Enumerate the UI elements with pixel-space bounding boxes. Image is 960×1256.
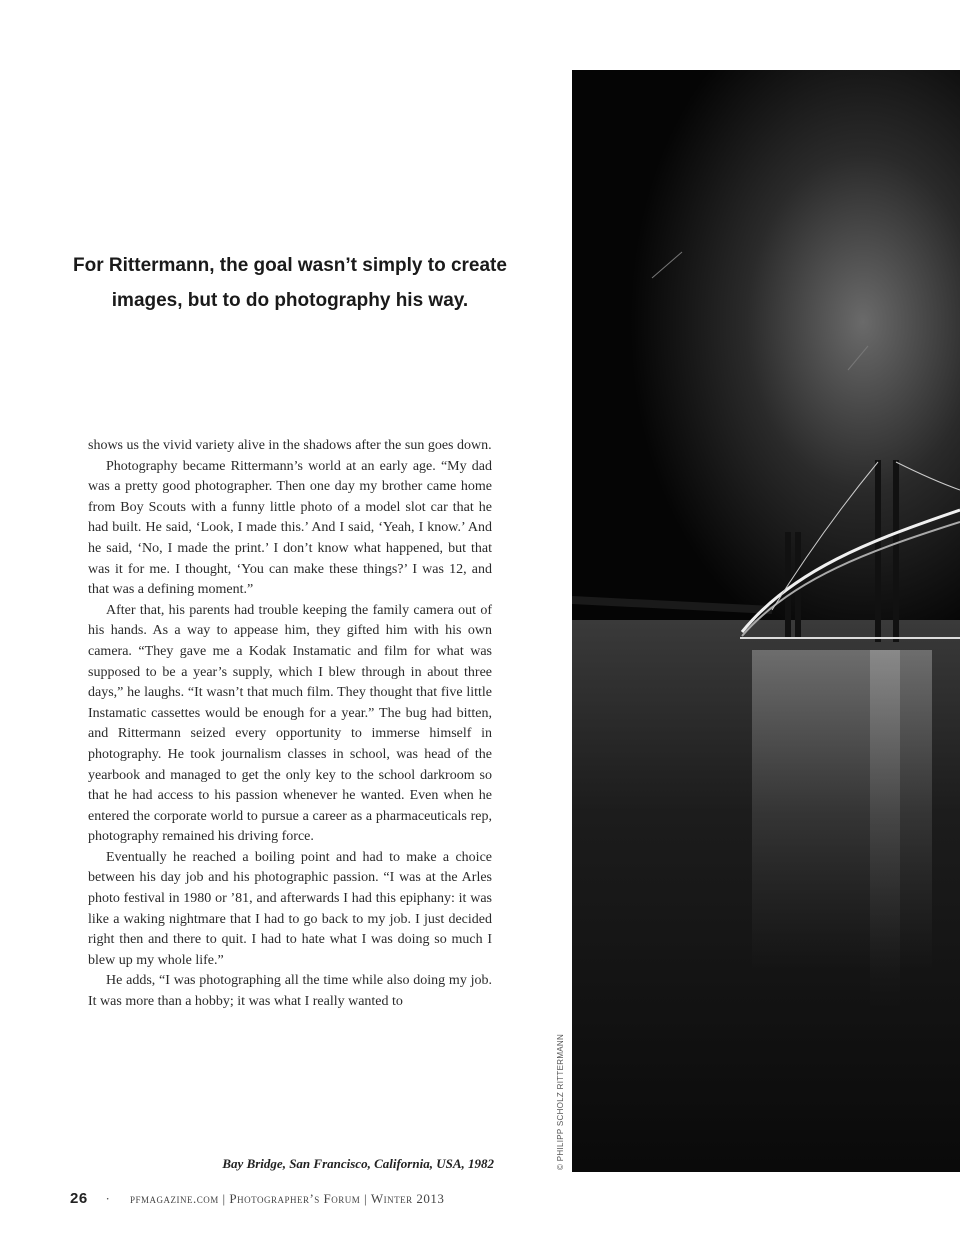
paragraph-5: He adds, “I was photographing all the time while also doing my job. It was more than a hobby; it was what I really wanted to	[88, 973, 492, 1010]
footer-issue: Winter 2013	[370, 1191, 445, 1206]
photo-caption: Bay Bridge, San Francisco, California, USA, 1982	[222, 1156, 494, 1171]
photo-credit: © PHILIPP SCHOLZ RITTERMANN	[556, 1033, 565, 1170]
page-footer	[70, 1190, 444, 1207]
article-body	[88, 436, 492, 1013]
paragraph-3: After that, his parents had trouble keeping the family camera out of his hands. As a way to appease him, they gifted him with his own camera. “They gave me a Kodak Instamatic and film for what was supposed to be a year’s supply, which I blew through in about three days,” he laughs. “It wasn’t that much film. They thought that five little Instamatic cassettes would be enough for a year.” The bug had bitten, and Rittermann seized every opportunity to immerse himself in photography. He took journalism classes in school, was head of the yearbook and managed to get the only key to the school darkroom so that he had access to his passion whenever he wanted. Even when he entered the corporate world to pursue a career as a pharmaceuticals rep, photography remained his driving force.	[88, 602, 492, 845]
paragraph-1: shows us the vivid variety alive in the shadows after the sun goes down.	[88, 438, 492, 453]
page-number: 26	[70, 1190, 88, 1207]
paragraph-2: Photography became Rittermann’s world at an early age. “My dad was a pretty good photographer. Then one day my brother came home from Boy Scouts with a funny little photo of a model slot car that he had built. He said, ‘Look, I made this.’ And I said, ‘Yeah, I know.’ And he said, ‘No, I made the print.’ I don’t know what happened, but that was it for me. I thought, ‘You can make these things?’ I was 12, and that was a defining moment.”	[88, 458, 492, 598]
footer-bar-2: |	[364, 1191, 368, 1206]
footer-separator: ·	[105, 1191, 111, 1206]
pull-quote-line-2: images, but to do photography his way.	[111, 290, 469, 311]
bridge-night-image	[572, 70, 960, 1172]
paragraph-4: Eventually he reached a boiling point and had to make a choice between his day job and his photographic passion. “I was at the Arles photo festival in 1980 or ’81, and afterwards I had this epiphany: it was like a waking nightmare that I had to go back to my job. I just decided right then and there to quit. I had to hate what I was doing so much I blew up my whole life.”	[88, 849, 492, 968]
footer-bar-1: |	[222, 1191, 226, 1206]
bay-bridge-photo	[572, 70, 960, 1172]
pull-quote	[70, 248, 510, 318]
footer-magazine: Photographer’s Forum	[229, 1191, 361, 1206]
footer-site: pfmagazine.com	[130, 1191, 219, 1206]
pull-quote-line-1: For Rittermann, the goal wasn’t simply to create	[73, 255, 507, 276]
